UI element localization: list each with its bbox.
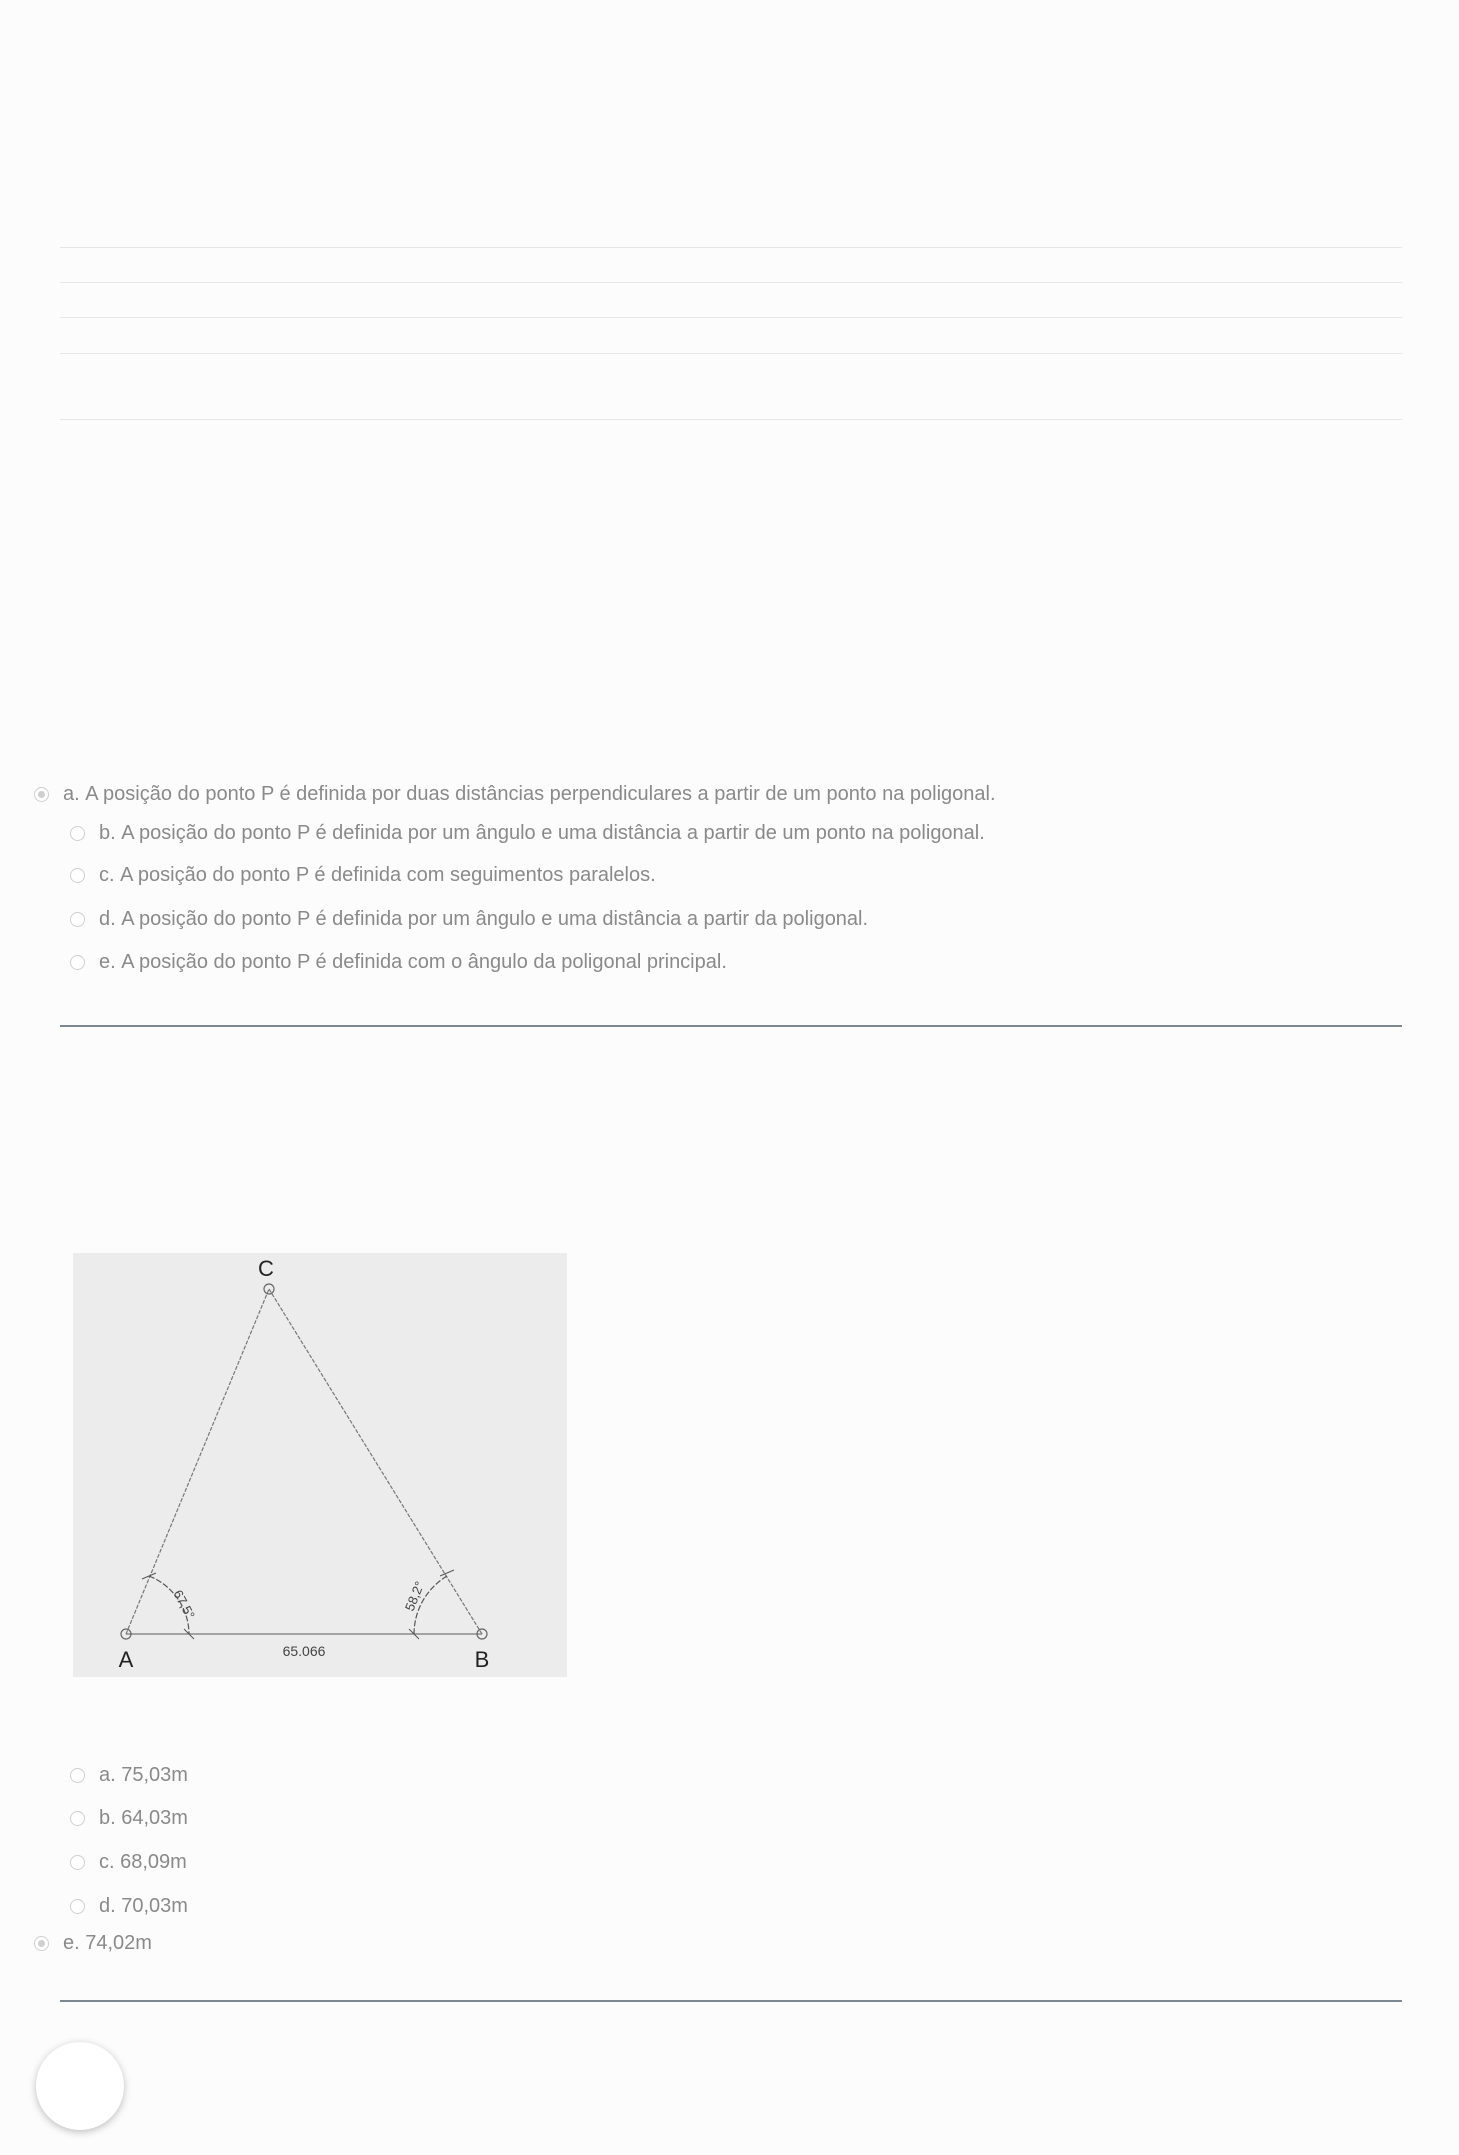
angle-a-label: 67,5°: [170, 1587, 198, 1622]
option-text: 70,03m: [121, 1895, 188, 1917]
option-letter: a.: [99, 1764, 116, 1786]
radio-icon[interactable]: [70, 1899, 85, 1914]
answer-option-d[interactable]: [70, 1895, 188, 1918]
option-letter: a.: [63, 783, 80, 805]
option-text: A posição do ponto P é definida com seguimentos paralelos.: [120, 864, 656, 886]
answer-option-b[interactable]: [70, 822, 985, 845]
option-text: A posição do ponto P é definida por duas distâncias perpendiculares a partir de um ponto na poligonal.: [85, 783, 996, 805]
radio-selected-icon[interactable]: [34, 787, 49, 802]
question-divider: [60, 2000, 1402, 2002]
option-letter: d.: [99, 908, 116, 930]
answer-option-b[interactable]: [70, 1807, 188, 1830]
option-letter: e.: [99, 951, 116, 973]
angle-b-label: 58,2°: [401, 1579, 428, 1614]
option-letter: c.: [99, 864, 115, 886]
separator-line: [60, 247, 1402, 248]
radio-icon[interactable]: [70, 1811, 85, 1826]
option-text: 64,03m: [121, 1807, 188, 1829]
separator-line: [60, 317, 1402, 318]
option-text: A posição do ponto P é definida por um ângulo e uma distância a partir de um ponto na poligonal.: [121, 822, 985, 844]
answer-option-d[interactable]: [70, 908, 868, 931]
question-divider: [60, 1025, 1402, 1027]
radio-icon[interactable]: [70, 826, 85, 841]
answer-option-c[interactable]: [70, 864, 656, 887]
side-cb: [269, 1289, 482, 1634]
option-text: 75,03m: [121, 1764, 188, 1786]
answer-option-e[interactable]: [34, 1932, 152, 1955]
radio-selected-icon[interactable]: [34, 1936, 49, 1951]
floating-action-button[interactable]: [36, 2042, 124, 2130]
answer-option-a[interactable]: [70, 1764, 188, 1787]
option-letter: d.: [99, 1895, 116, 1917]
answer-option-c[interactable]: [70, 1851, 187, 1874]
separator-line: [60, 419, 1402, 420]
option-letter: c.: [99, 1851, 115, 1873]
option-letter: b.: [99, 822, 116, 844]
triangle-diagram: [73, 1253, 567, 1677]
vertex-a-label: A: [118, 1647, 134, 1672]
separator-line: [60, 282, 1402, 283]
vertex-b-label: B: [474, 1647, 490, 1672]
radio-icon[interactable]: [70, 868, 85, 883]
option-text: A posição do ponto P é definida por um ângulo e uma distância a partir da poligonal.: [121, 908, 869, 930]
radio-icon[interactable]: [70, 1768, 85, 1783]
radio-icon[interactable]: [70, 912, 85, 927]
radio-icon[interactable]: [70, 1855, 85, 1870]
answer-option-a[interactable]: [34, 783, 996, 806]
vertex-c-label: C: [258, 1256, 274, 1281]
triangle-figure: [73, 1253, 567, 1677]
option-letter: e.: [63, 1932, 80, 1954]
answer-option-e[interactable]: [70, 951, 727, 974]
option-text: A posição do ponto P é definida com o ângulo da poligonal principal.: [121, 951, 727, 973]
side-ac: [126, 1289, 269, 1634]
separator-line: [60, 353, 1402, 354]
radio-icon[interactable]: [70, 955, 85, 970]
tick-mark: [440, 1570, 454, 1576]
base-length-label: 65.066: [282, 1643, 326, 1659]
option-letter: b.: [99, 1807, 116, 1829]
option-text: 68,09m: [120, 1851, 187, 1873]
option-text: 74,02m: [85, 1932, 152, 1954]
